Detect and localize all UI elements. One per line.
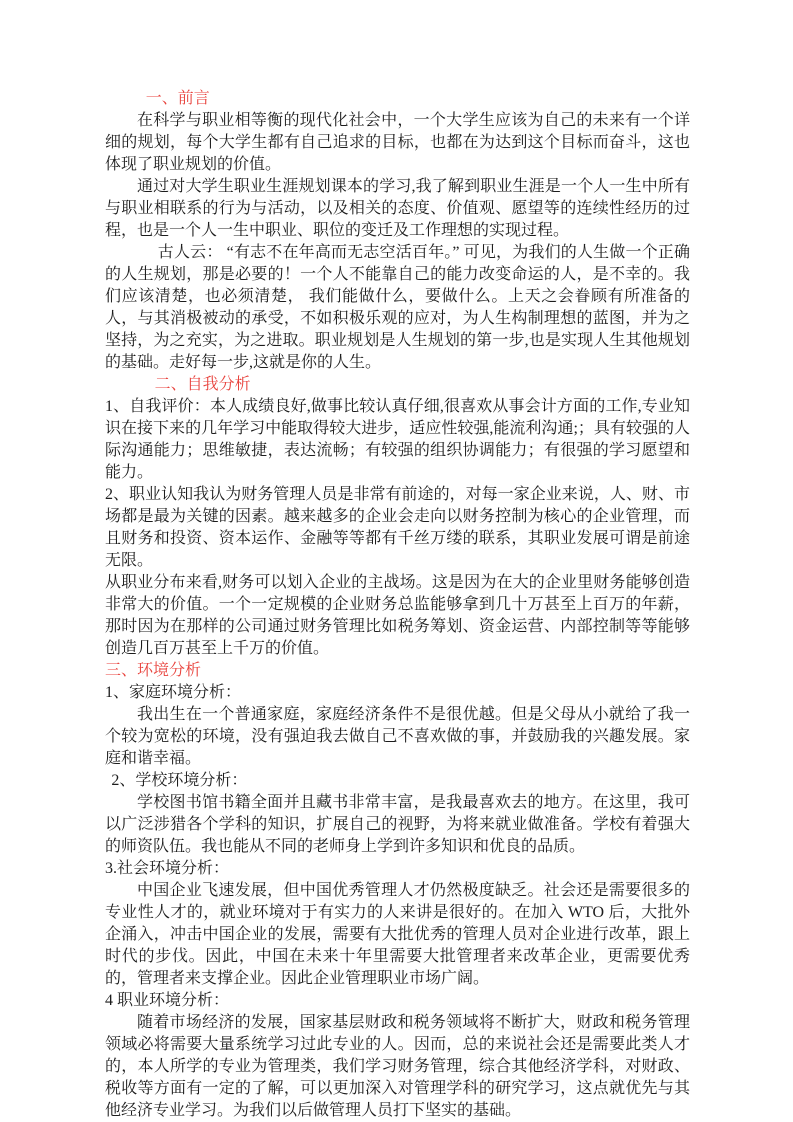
paragraph: 在科学与职业相等衡的现代化社会中，一个大学生应该为自己的未来有一个详细的规划，每个大学生都有自己追求的目标，也都在为达到这个目标而奋斗，这也体现了职业规划的价值。 bbox=[105, 112, 690, 173]
paragraph: 随着市场经济的发展，国家基层财政和税务领域将不断扩大，财政和税务管理领域必将需要大量系统学习过此专业的人。因而，总的来说社会还是需要此类人才的，本人所学的专业为管理类，我们学习财务管理，综合其他经济学科，对财政、税收等方面有一定的了解，可以更加深入对管理学科的研究学习，这点就优先与其他经济专业学习。为我们以后做管理人员打下坚实的基础。 bbox=[105, 1014, 690, 1119]
paragraph: 3.社会环境分析： bbox=[105, 860, 230, 877]
paragraph: 通过对大学生职业生涯规划课本的学习,我了解到职业生涯是一个人一生中所有与职业相联系的行为与活动，以及相关的态度、价值观、愿望等的连续性经历的过程，也是一个人一生中职业、职位的变迁及工作理想的实现过程。 bbox=[105, 178, 690, 239]
paragraph: 学校图书馆书籍全面并且藏书非常丰富，是我最喜欢去的地方。在这里，我可以广泛涉猎各个学科的知识，扩展自己的视野，为将来就业做准备。学校有着强大的师资队伍。我也能从不同的老师身上学到许多知识和优良的品质。 bbox=[105, 794, 690, 855]
section-heading: 二、自我分析 bbox=[154, 376, 251, 393]
paragraph: 我出生在一个普通家庭，家庭经济条件不是很优越。但是父母从小就给了我一个较为宽松的环境，没有强迫我去做自己不喜欢做的事，并鼓励我的兴趣发展。家庭和谐幸福。 bbox=[105, 706, 690, 767]
paragraph: 2、职业认知我认为财务管理人员是非常有前途的，对每一家企业来说，人、财、市场都是最为关键的因素。越来越多的企业会走向以财务控制为核心的企业管理，而且财务和投资、资本运作、金融等等都有千丝万缕的联系，其职业发展可谓是前途无限。 bbox=[105, 486, 690, 569]
paragraph: 2、学校环境分析： bbox=[111, 772, 248, 789]
section-heading: 三、环境分析 bbox=[105, 662, 202, 679]
paragraph: 古人云： “有志不在年高而无志空活百年。” 可见，为我们的人生做一个正确的人生规划，那是必要的！一个人不能靠自己的能力改变命运的人，是不幸的。我们应该清楚，也必须清楚， 我们能做什么，要做什么。上天之会眷顾有所准备的人，与其消极被动的承受，不如积极乐观的应对，为人生构制理想的蓝图，并为之坚持，为之充实，为之进取。职业规划是人生规划的第一步,也是实现人生其他规划的基础。走好每一步,这就是你的人生。 bbox=[105, 244, 690, 371]
document-text-area bbox=[105, 88, 690, 1122]
paragraph: 4 职业环境分析： bbox=[105, 992, 230, 1009]
paragraph: 1、自我评价：本人成绩良好,做事比较认真仔细,很喜欢从事会计方面的工作,专业知识在接下来的几年学习中能取得较大进步，适应性较强,能流利沟通;；具有较强的人际沟通能力；思维敏捷，表达流畅；有较强的组织协调能力；有很强的学习愿望和能力。 bbox=[105, 398, 690, 481]
paragraph: 从职业分布来看,财务可以划入企业的主战场。这是因为在大的企业里财务能够创造非常大的价值。一个一定规模的企业财务总监能够拿到几十万甚至上百万的年薪，那时因为在那样的公司通过财务管理比如税务筹划、资金运营、内部控制等等能够创造几百万甚至上千万的价值。 bbox=[105, 574, 690, 657]
paragraph: 中国企业飞速发展，但中国优秀管理人才仍然极度缺乏。社会还是需要很多的专业性人才的，就业环境对于有实力的人来讲是很好的。在加入 WTO 后，大批外企涌入，冲击中国企业的发展，需要有大批优秀的管理人员对企业进行改革，跟上时代的步伐。因此，中国在未来十年里需要大批管理者来改革企业，更需要优秀的，管理者来支撑企业。因此企业管理职业市场广阔。 bbox=[105, 882, 690, 987]
paragraph: 1、家庭环境分析： bbox=[105, 684, 242, 701]
section-heading: 一、前言 bbox=[145, 90, 210, 107]
